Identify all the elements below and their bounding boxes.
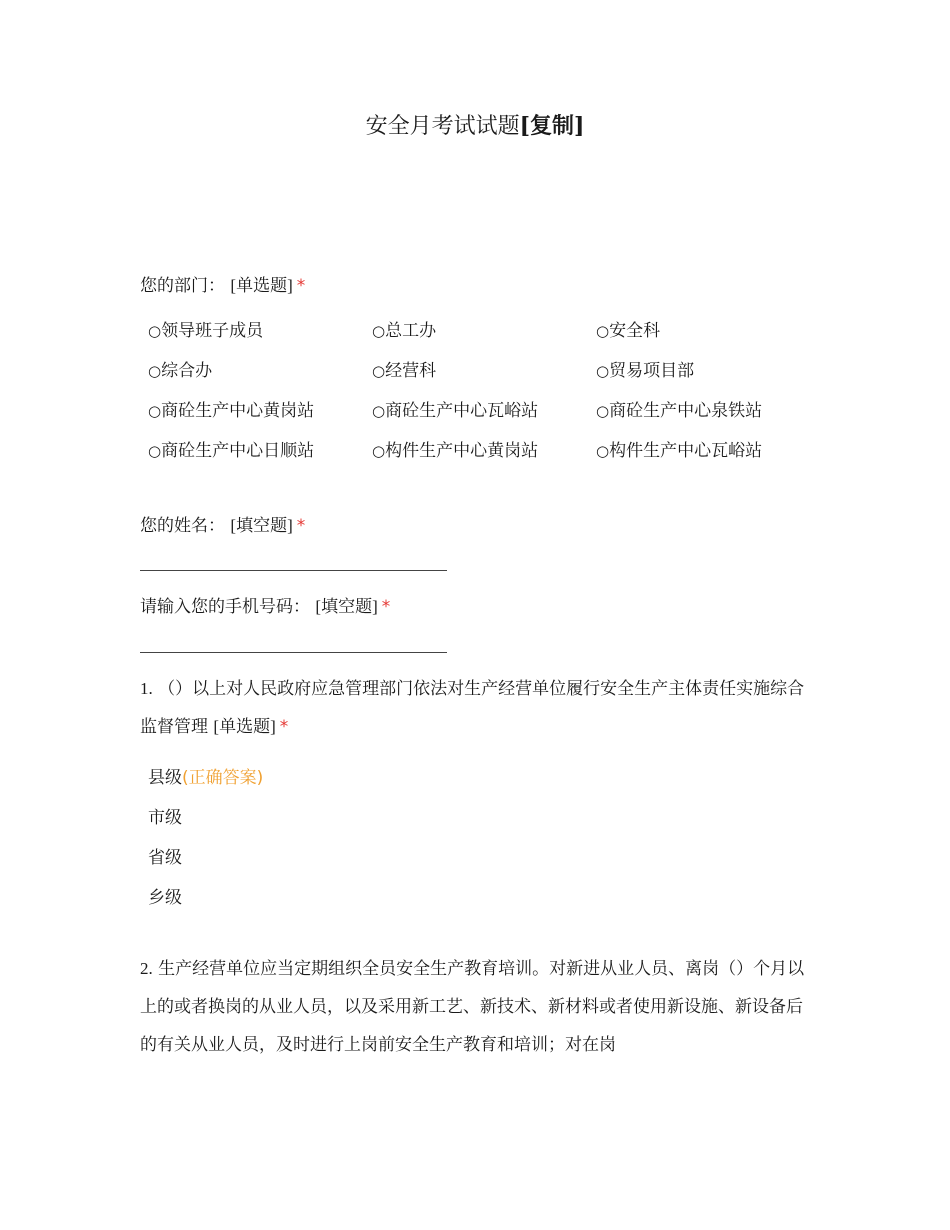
department-option[interactable] bbox=[372, 318, 596, 358]
department-option-label: 综合办 bbox=[161, 361, 213, 381]
department-option-label: 贸易项目部 bbox=[609, 361, 695, 381]
radio-circle-icon: ○ bbox=[372, 442, 386, 460]
phone-type: [填空题] bbox=[315, 597, 378, 616]
department-question-label bbox=[140, 274, 305, 298]
radio-circle-icon: ○ bbox=[148, 442, 162, 460]
department-option-label: 商砼生产中心日顺站 bbox=[161, 441, 315, 461]
choice-label: 市级 bbox=[148, 808, 182, 828]
department-option-label: 领导班子成员 bbox=[161, 321, 264, 341]
question-1-choice[interactable] bbox=[148, 878, 263, 918]
question-1-choice[interactable] bbox=[148, 758, 263, 798]
question-2-number: 2. bbox=[140, 959, 153, 978]
department-option[interactable] bbox=[596, 318, 820, 358]
question-2-text bbox=[140, 950, 815, 1064]
question-1-choice[interactable] bbox=[148, 838, 263, 878]
department-option-label: 安全科 bbox=[609, 321, 661, 341]
department-option[interactable] bbox=[596, 398, 820, 438]
question-1-type: [单选题] bbox=[213, 717, 276, 736]
department-option-label: 总工办 bbox=[385, 321, 437, 341]
department-option-label: 经营科 bbox=[385, 361, 437, 381]
choice-label: 省级 bbox=[148, 848, 182, 868]
department-option[interactable] bbox=[596, 358, 820, 398]
name-question-label bbox=[140, 514, 305, 538]
required-mark: * bbox=[279, 717, 289, 737]
radio-circle-icon: ○ bbox=[372, 322, 386, 340]
question-1-choices bbox=[148, 758, 263, 918]
phone-question-label bbox=[140, 595, 390, 619]
department-option[interactable] bbox=[372, 398, 596, 438]
title-text: 安全月考试试题 bbox=[365, 114, 520, 139]
question-1-choice[interactable] bbox=[148, 798, 263, 838]
department-option[interactable] bbox=[148, 358, 372, 398]
department-option[interactable] bbox=[372, 358, 596, 398]
department-option[interactable] bbox=[372, 438, 596, 478]
phone-label: 请输入您的手机号码： bbox=[140, 597, 310, 617]
name-label: 您的姓名： bbox=[140, 516, 225, 536]
radio-circle-icon: ○ bbox=[596, 442, 610, 460]
department-option-label: 构件生产中心黄岗站 bbox=[385, 441, 539, 461]
radio-circle-icon: ○ bbox=[148, 402, 162, 420]
question-1-number: 1. bbox=[140, 679, 153, 698]
required-mark: * bbox=[296, 276, 306, 296]
required-mark: * bbox=[381, 597, 391, 617]
phone-input-line[interactable] bbox=[140, 652, 447, 653]
radio-circle-icon: ○ bbox=[148, 362, 162, 380]
name-input-line[interactable] bbox=[140, 570, 447, 571]
department-type: [单选题] bbox=[230, 276, 293, 295]
department-option-label: 商砼生产中心泉铁站 bbox=[609, 401, 763, 421]
page-title bbox=[0, 110, 950, 143]
radio-circle-icon: ○ bbox=[596, 362, 610, 380]
department-option-label: 构件生产中心瓦峪站 bbox=[609, 441, 763, 461]
department-option-label: 商砼生产中心黄岗站 bbox=[161, 401, 315, 421]
choice-label: 乡级 bbox=[148, 888, 182, 908]
department-option-label: 商砼生产中心瓦峪站 bbox=[385, 401, 539, 421]
department-label: 您的部门： bbox=[140, 276, 225, 296]
question-2-body: 生产经营单位应当定期组织全员安全生产教育培训。对新进从业人员、离岗（）个月以上的或者换岗的从业人员，以及采用新工艺、新技术、新材料或者使用新设施、新设备后的有关从业人员，及时进行上岗前安全生产教育和培训；对在岗 bbox=[140, 959, 805, 1055]
choice-label: 县级 bbox=[148, 768, 182, 788]
question-1-text bbox=[140, 670, 815, 746]
radio-circle-icon: ○ bbox=[372, 402, 386, 420]
department-option[interactable] bbox=[148, 438, 372, 478]
title-suffix: [复制] bbox=[519, 113, 585, 139]
radio-circle-icon: ○ bbox=[596, 402, 610, 420]
question-1-body: （）以上对人民政府应急管理部门依法对生产经营单位履行安全生产主体责任实施综合监督管理 bbox=[140, 679, 805, 737]
department-option[interactable] bbox=[148, 398, 372, 438]
radio-circle-icon: ○ bbox=[148, 322, 162, 340]
department-option[interactable] bbox=[148, 318, 372, 358]
name-type: [填空题] bbox=[230, 516, 293, 535]
department-option[interactable] bbox=[596, 438, 820, 478]
correct-answer-note: (正确答案) bbox=[182, 768, 264, 788]
department-options bbox=[148, 318, 828, 478]
required-mark: * bbox=[296, 516, 306, 536]
radio-circle-icon: ○ bbox=[372, 362, 386, 380]
radio-circle-icon: ○ bbox=[596, 322, 610, 340]
